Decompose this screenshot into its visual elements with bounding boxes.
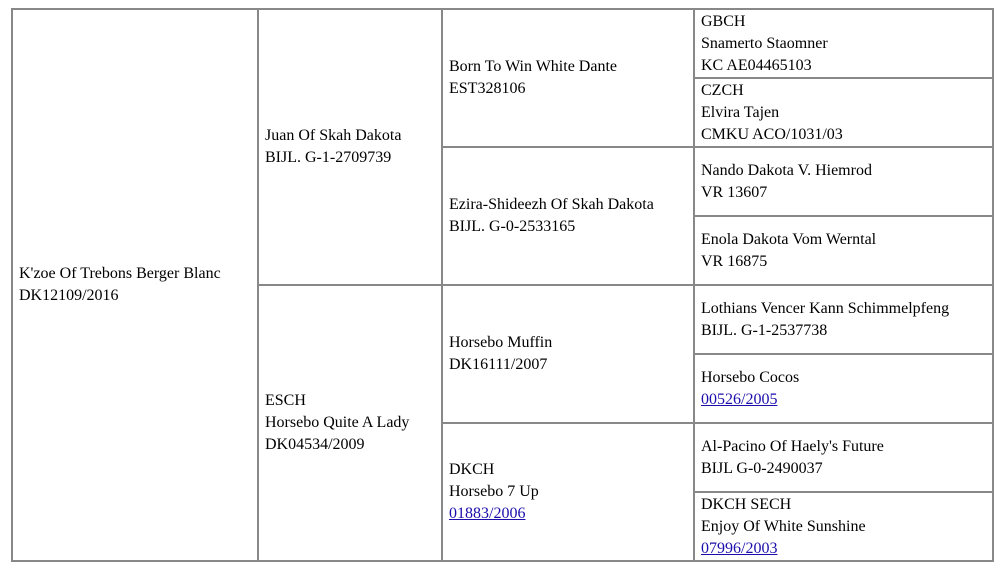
pedigree-table <box>11 8 994 562</box>
maternal-granddam-reg-link[interactable]: 01883/2006 <box>449 505 526 522</box>
ancestor-cell-6 <box>694 354 993 423</box>
paternal-granddam-reg: BIJL. G-0-2533165 <box>449 218 576 235</box>
ancestor-7-name: Al-Pacino Of Haely's Future <box>701 437 884 455</box>
sire-cell <box>258 9 442 285</box>
maternal-grandsire-name: Horsebo Muffin <box>449 334 553 351</box>
maternal-granddam-name: Horsebo 7 Up <box>449 483 539 500</box>
maternal-granddam-cell <box>442 423 694 561</box>
ancestor-6-reg-link[interactable]: 00526/2005 <box>701 390 778 408</box>
ancestor-cell-1 <box>694 9 993 78</box>
ancestor-2-name: Elvira Tajen <box>701 103 780 121</box>
ancestor-cell-7 <box>694 423 993 492</box>
ancestor-cell-3 <box>694 147 993 216</box>
ancestor-4-name: Enola Dakota Vom Werntal <box>701 230 877 248</box>
ancestor-4-reg: VR 16875 <box>701 252 768 270</box>
ancestor-cell-4 <box>694 216 993 285</box>
paternal-grandsire-name: Born To Win White Dante <box>449 58 617 75</box>
ancestor-7-reg: BIJL G-0-2490037 <box>701 459 823 477</box>
maternal-granddam-title: DKCH <box>449 461 495 478</box>
ancestor-1-name: Snamerto Staomner <box>701 34 828 52</box>
ancestor-5-name: Lothians Vencer Kann Schimmelpfeng <box>701 299 950 317</box>
ancestor-cell-5 <box>694 285 993 354</box>
paternal-grandsire-reg: EST328106 <box>449 80 526 97</box>
ancestor-8-reg-link[interactable]: 07996/2003 <box>701 539 778 557</box>
dam-reg: DK04534/2009 <box>265 436 365 453</box>
ancestor-3-name: Nando Dakota V. Hiemrod <box>701 161 872 179</box>
sire-name: Juan Of Skah Dakota <box>265 127 402 144</box>
sire-reg: BIJL. G-1-2709739 <box>265 149 392 166</box>
ancestor-8-name: Enjoy Of White Sunshine <box>701 517 866 535</box>
ancestor-8-title: DKCH SECH <box>701 495 792 513</box>
paternal-grandsire-cell <box>442 9 694 147</box>
dam-title: ESCH <box>265 392 306 409</box>
ancestor-2-title: CZCH <box>701 81 744 99</box>
ancestor-6-name: Horsebo Cocos <box>701 368 800 386</box>
ancestor-3-reg: VR 13607 <box>701 183 768 201</box>
ancestor-1-reg: KC AE04465103 <box>701 56 812 74</box>
ancestor-cell-8 <box>694 492 993 561</box>
ancestor-2-reg: CMKU ACO/1031/03 <box>701 125 843 143</box>
maternal-grandsire-reg: DK16111/2007 <box>449 356 548 373</box>
subject-cell <box>12 9 258 561</box>
dam-cell <box>258 285 442 561</box>
subject-reg: DK12109/2016 <box>19 287 119 304</box>
dam-name: Horsebo Quite A Lady <box>265 414 410 431</box>
paternal-granddam-name: Ezira-Shideezh Of Skah Dakota <box>449 196 654 213</box>
paternal-granddam-cell <box>442 147 694 285</box>
ancestor-1-title: GBCH <box>701 12 746 30</box>
ancestor-cell-2 <box>694 78 993 147</box>
maternal-grandsire-cell <box>442 285 694 423</box>
ancestor-5-reg: BIJL. G-1-2537738 <box>701 321 828 339</box>
subject-name: K'zoe Of Trebons Berger Blanc <box>19 265 221 282</box>
